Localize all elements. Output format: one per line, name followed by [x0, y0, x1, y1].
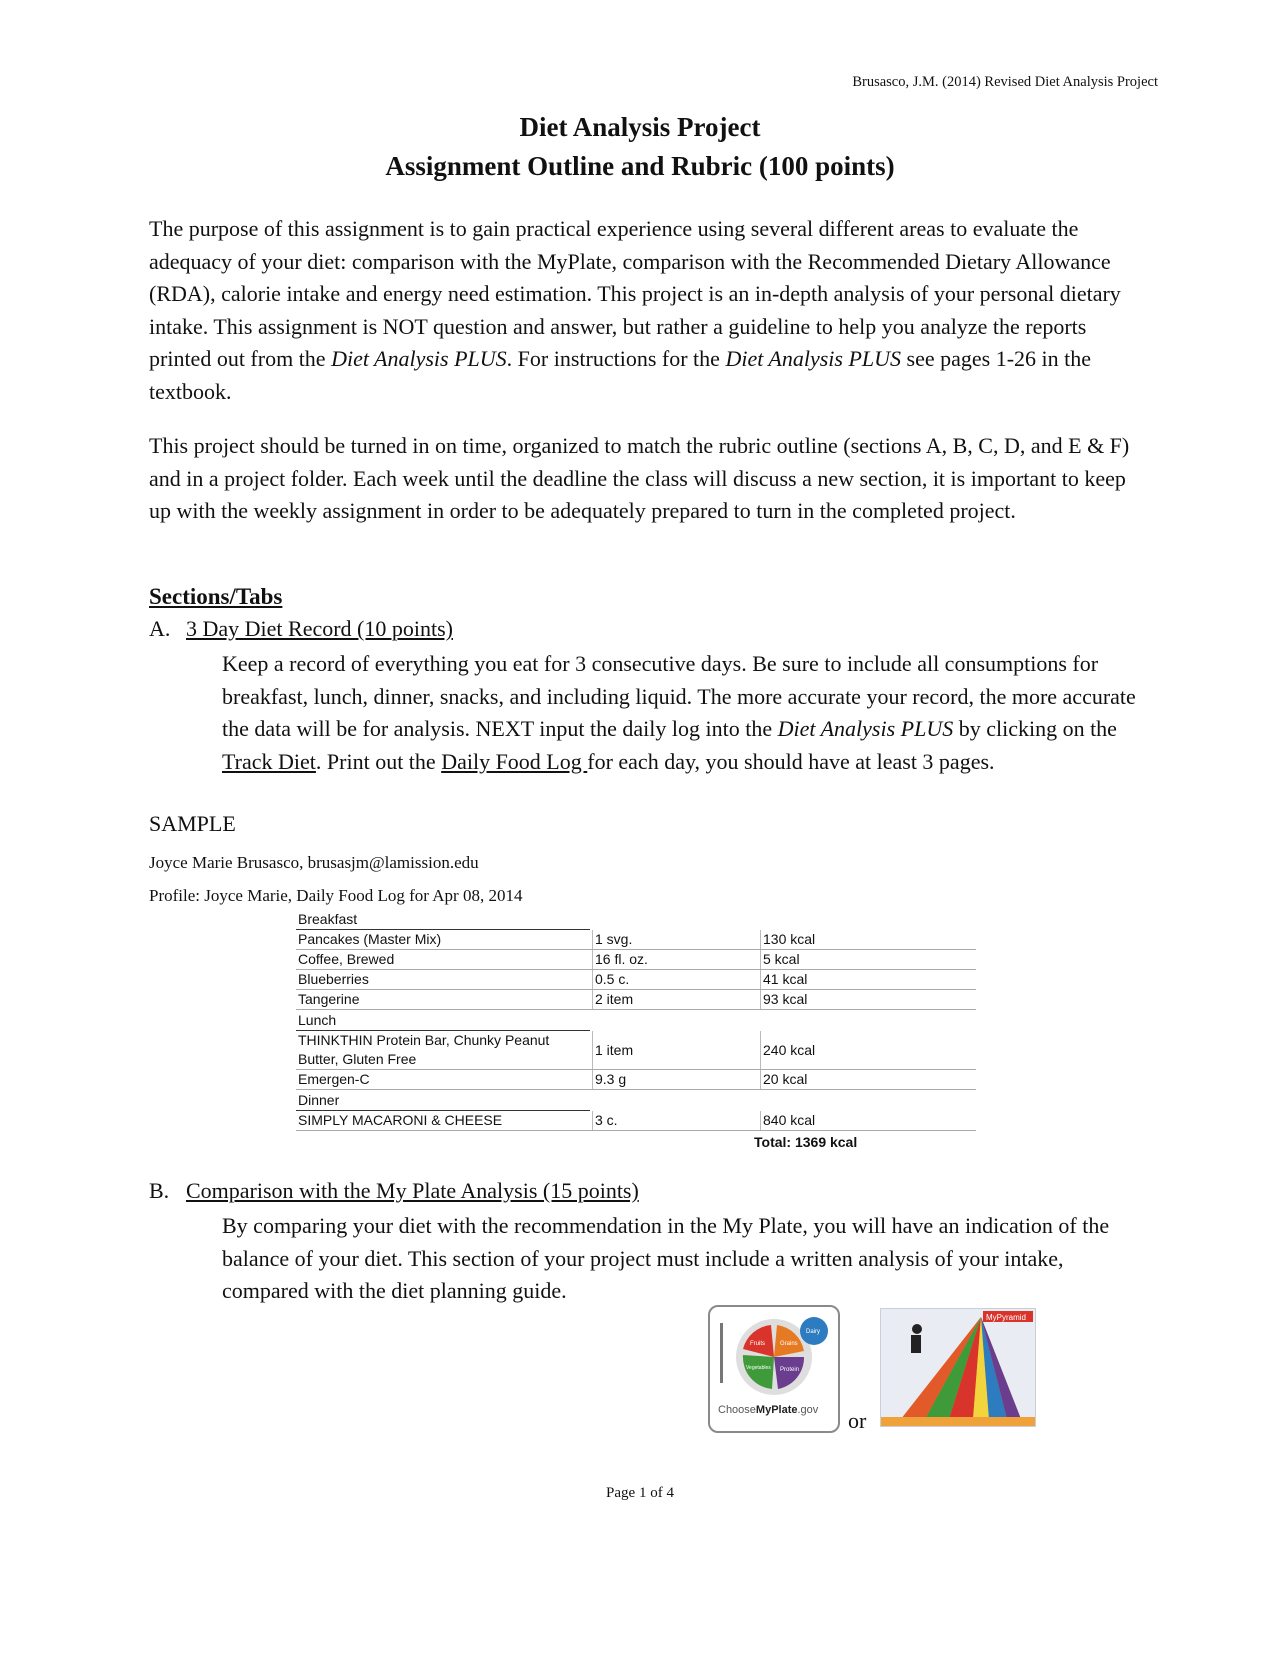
fruits-label: Fruits [750, 1341, 765, 1347]
protein-label: Protein [780, 1367, 800, 1373]
total-kcal: Total: 1369 kcal [754, 1134, 858, 1150]
deadline-paragraph: This project should be turned in on time, organized to match the rubric outline (sections A, B, C, D, and E & F) and in a project folder. Each week until the deadline the class will discuss a new section, it is important to keep up with the weekly assignment in order to be adequately prepared to turn in the completed project. [149, 433, 1130, 523]
fork-icon [720, 1323, 723, 1383]
contact-line: Joyce Marie Brusasco, brusasjm@lamission.edu [149, 853, 479, 872]
table-row: Pancakes (Master Mix) 1 svg. 130 kcal [296, 930, 976, 950]
profile-line: Profile: Joyce Marie, Daily Food Log for Apr 08, 2014 [149, 886, 523, 905]
section-a-heading: A. 3 Day Diet Record (10 points) [149, 616, 453, 641]
track-diet-link: Track Diet [222, 748, 316, 774]
section-a-body: Keep a record of everything you eat for 3 consecutive days. Be sure to include all consumptions for breakfast, lunch, dinner, snacks, and including liquid. The more accurate your record, the more accurate the data will be for analysis. NEXT input the daily log into the Diet Analysis PLUS by clicking on the Track Diet. Print out the Daily Food Log for each day, you should have at least 3 pages. [222, 651, 1136, 774]
dairy-label: Dairy [806, 1329, 821, 1335]
meal-label: Dinner [296, 1090, 590, 1111]
mypyramid-image [880, 1308, 1036, 1427]
page-number: Page 1 of 4 [606, 1485, 674, 1501]
sections-heading: Sections/Tabs [149, 584, 283, 609]
table-row: THINKTHIN Protein Bar, Chunky Peanut Butter, Gluten Free 1 item 240 kcal [296, 1031, 976, 1070]
sample-label: SAMPLE [149, 811, 236, 836]
table-row: Emergen-C 9.3 g 20 kcal [296, 1070, 976, 1090]
myplate-logo [708, 1305, 840, 1433]
daily-food-log-table [296, 909, 976, 1153]
myplate-brand: ChooseMyPlate.gov [718, 1404, 819, 1416]
person-icon [912, 1324, 922, 1334]
meal-label: Breakfast [296, 909, 590, 930]
mypyramid-label: MyPyramid [986, 1313, 1027, 1322]
daily-food-log-link: Daily Food Log [441, 748, 588, 774]
table-row: Blueberries 0.5 c. 41 kcal [296, 970, 976, 990]
table-row: SIMPLY MACARONI & CHEESE 3 c. 840 kcal [296, 1111, 976, 1131]
grains-label: Grains [780, 1341, 798, 1347]
or-label: or [848, 1408, 867, 1433]
section-b-heading: B. Comparison with the My Plate Analysis (15 points) [149, 1178, 639, 1203]
purpose-paragraph: The purpose of this assignment is to gain practical experience using several different areas to evaluate the adequacy of your diet: comparison with the MyPlate, comparison with the Recommended Dietary Allowance (RDA), calorie intake and energy need estimation. This project is an in-depth analysis of your personal dietary intake. This assignment is NOT question and answer, but rather a guideline to help you analyze the reports printed out from the Diet Analysis PLUS. For instructions for the Diet Analysis PLUS see pages 1-26 in the textbook. [149, 216, 1121, 404]
header-note: Brusasco, J.M. (2014) Revised Diet Analysis Project [852, 74, 1158, 90]
document-title: Diet Analysis Project [519, 112, 761, 142]
table-row: Coffee, Brewed 16 fl. oz. 5 kcal [296, 950, 976, 970]
vegetables-label: Vegetables [746, 1365, 771, 1371]
table-row: Tangerine 2 item 93 kcal [296, 990, 976, 1010]
meal-label: Lunch [296, 1010, 590, 1031]
document-subtitle: Assignment Outline and Rubric (100 points) [385, 151, 895, 181]
section-b-body: By comparing your diet with the recommendation in the My Plate, you will have an indication of the balance of your diet. This section of your project must include a written analysis of your intake, compared with the diet planning guide. [222, 1213, 1110, 1303]
